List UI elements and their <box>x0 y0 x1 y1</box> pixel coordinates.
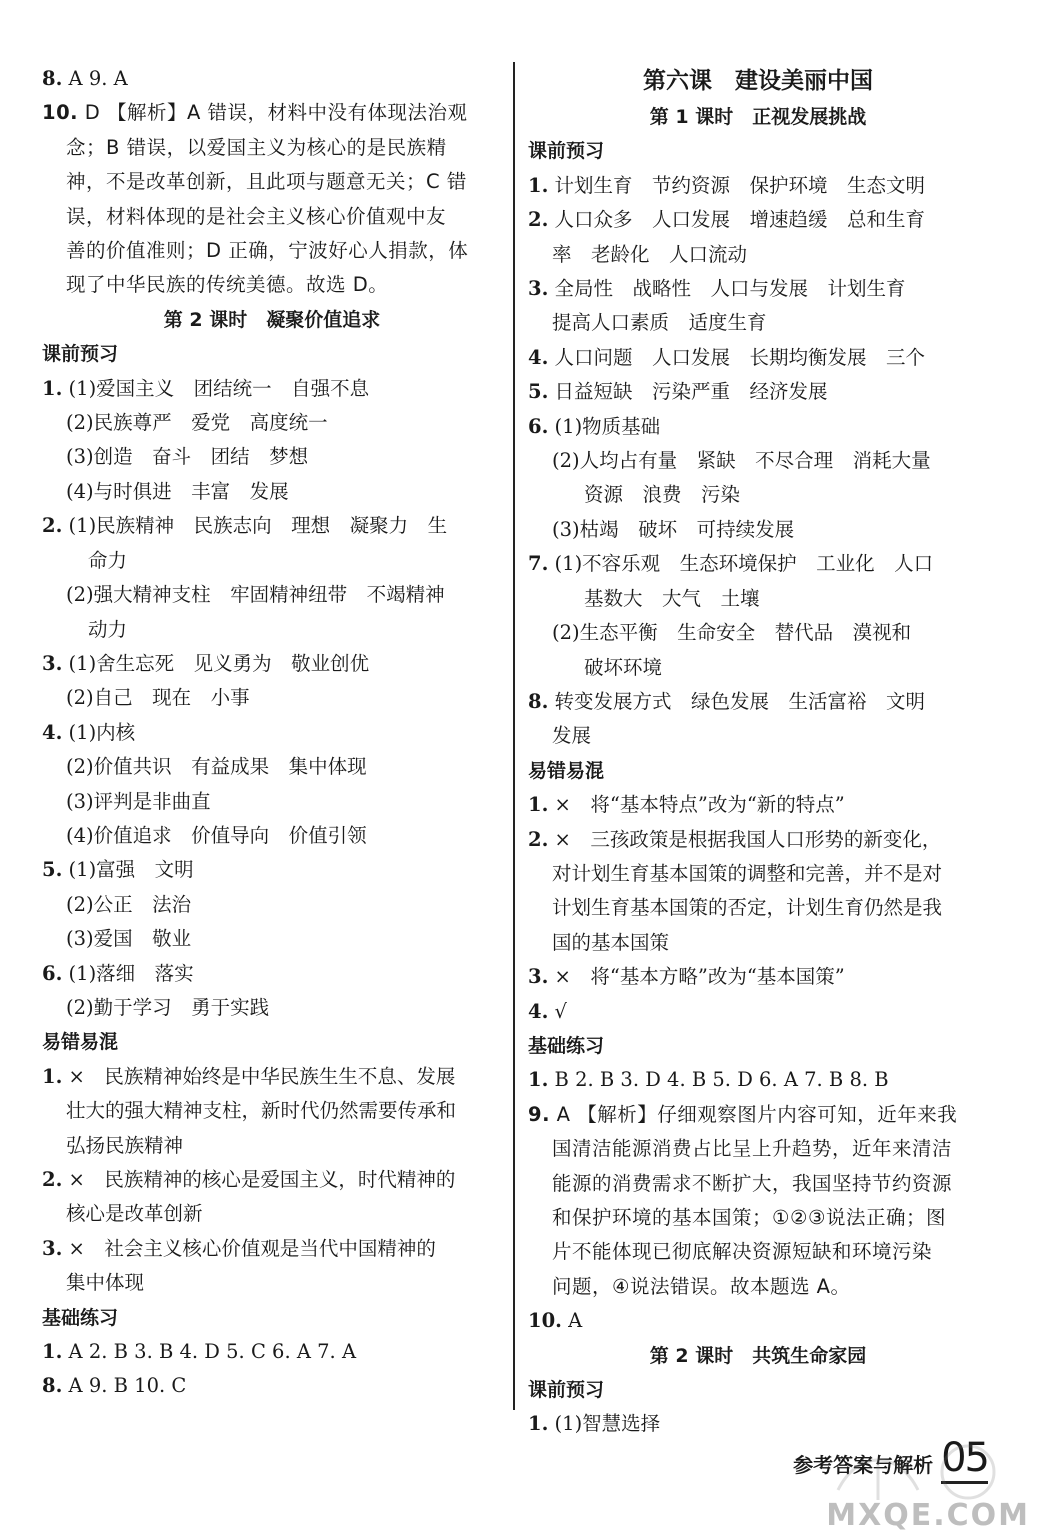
answer-line: 2. (1)民族精神 民族志向 理想 凝聚力 生 <box>42 514 448 538</box>
answer-line: (4)价值追求 价值导向 价值引领 <box>66 823 367 847</box>
watermark-text: MXQE.COM <box>826 1498 1030 1533</box>
answer-line: 壮大的强大精神支柱，新时代仍然需要传承和 <box>66 1099 457 1123</box>
column-divider <box>513 62 515 1410</box>
question-number: 8. <box>528 689 549 713</box>
question-number: 5. <box>528 380 549 404</box>
answer-line: 国的基本国策 <box>552 930 670 954</box>
section-heading: 课前预习 <box>528 140 605 163</box>
question-number: 1. <box>42 376 63 400</box>
analysis-line: 10. D 【解析】A 错误，材料中没有体现法治观 <box>42 101 468 125</box>
answer-line: 10. A <box>528 1309 583 1333</box>
page-number: 05 <box>941 1435 988 1484</box>
answer-line: (2)自己 现在 小事 <box>66 686 250 710</box>
answer-line: 1. (1)智慧选择 <box>528 1412 661 1436</box>
answer-line: 2. 人口众多 人口发展 增速趋缓 总和生育 <box>528 208 926 232</box>
section-heading: 易错易混 <box>42 1031 119 1054</box>
answer-line: 3. 全局性 战略性 人口与发展 计划生育 <box>528 277 906 301</box>
answer-line: 4. 人口问题 人口发展 长期均衡发展 三个 <box>528 345 926 369</box>
answer-line: 基数大 大气 土壤 <box>584 586 760 610</box>
analysis-line: 问题，④说法错误。故本题选 A。 <box>552 1274 851 1298</box>
question-number: 8. <box>42 1374 63 1398</box>
section-heading: 基础练习 <box>528 1034 605 1057</box>
question-number: 6. <box>528 414 549 438</box>
question-number: 3. <box>42 651 63 675</box>
answer-line: 提高人口素质 适度生育 <box>552 311 767 335</box>
answer-line: 8. A 9. B 10. C <box>42 1374 187 1398</box>
analysis-line: 能源的消费需求不断扩大，我国坚持节约资源 <box>552 1171 953 1195</box>
answer-line: 3. × 社会主义核心价值观是当代中国精神的 <box>42 1236 436 1260</box>
answer-line: 6. (1)物质基础 <box>528 414 661 438</box>
answer-line: 1. B 2. B 3. D 4. B 5. D 6. A 7. B 8. B <box>528 1068 889 1092</box>
question-number: 3. <box>528 277 549 301</box>
answer-line: 1. × 民族精神始终是中华民族生生不息、发展 <box>42 1064 456 1088</box>
analysis-line: 善的价值准则；D 正确，宁波好心人捐款，体 <box>66 239 469 263</box>
answer-line: 动力 <box>88 617 128 641</box>
answer-line: 命力 <box>88 548 128 572</box>
answer-line: (2)公正 法治 <box>66 892 192 916</box>
answer-line: 资源 浪费 污染 <box>584 483 741 507</box>
answer-line: 弘扬民族精神 <box>66 1133 184 1157</box>
question-number: 2. <box>528 827 549 851</box>
section-heading: 课前预习 <box>528 1379 605 1402</box>
answer-line: 2. × 民族精神的核心是爱国主义，时代精神的 <box>42 1168 456 1191</box>
answer-line: 率 老龄化 人口流动 <box>552 242 748 266</box>
answer-line: 核心是改革创新 <box>66 1202 203 1226</box>
answer-line: 6. (1)落细 落实 <box>42 961 194 985</box>
answer-line: 1. 计划生育 节约资源 保护环境 生态文明 <box>528 173 926 197</box>
question-number: 1. <box>528 1412 549 1436</box>
section-heading: 课前预习 <box>42 343 119 366</box>
lesson-title: 第六课 建设美丽中国 <box>643 68 873 94</box>
answer-line: 破坏环境 <box>584 655 663 679</box>
answer-line: 8. A 9. A <box>42 67 128 90</box>
question-number: 3. <box>42 1236 63 1260</box>
question-number: 1. <box>42 1340 63 1364</box>
question-number: 4. <box>42 720 63 744</box>
answer-line: (2)人均占有量 紧缺 不尽合理 消耗大量 <box>552 449 931 473</box>
answer-line: 7. (1)不容乐观 生态环境保护 工业化 人口 <box>528 552 934 576</box>
answer-line: (2)勤于学习 勇于实践 <box>66 995 270 1019</box>
answer-line: 1. (1)爱国主义 团结统一 自强不息 <box>42 376 370 400</box>
answer-line: 2. × 三孩政策是根据我国人口形势的新变化， <box>528 827 942 851</box>
section-heading: 易错易混 <box>528 759 605 782</box>
analysis-line: 片不能体现已彻底解决资源短缺和环境污染 <box>552 1240 933 1264</box>
section-title: 第 1 课时 正视发展挑战 <box>649 106 867 128</box>
answer-line: (2)生态平衡 生命安全 替代品 漠视和 <box>552 621 912 645</box>
question-number: 6. <box>42 961 63 985</box>
answer-line: 集中体现 <box>66 1271 145 1295</box>
analysis-line: 念；B 错误，以爱国主义为核心的是民族精 <box>66 135 447 159</box>
question-number: 4. <box>528 345 549 369</box>
question-number: 2. <box>42 514 63 538</box>
answer-line: (3)创造 奋斗 团结 梦想 <box>66 445 309 469</box>
answer-line: 4. (1)内核 <box>42 720 136 744</box>
answer-line: 5. (1)富强 文明 <box>42 858 194 882</box>
analysis-line: 9. A 【解析】仔细观察图片内容可知，近年来我 <box>528 1102 958 1126</box>
question-number: 4. <box>528 999 549 1023</box>
question-number: 1. <box>42 1064 63 1088</box>
right-column <box>528 62 988 1442</box>
question-number: 2. <box>528 208 549 232</box>
question-number: 10. <box>42 101 79 125</box>
answer-line: 1. A 2. B 3. B 4. D 5. C 6. A 7. A <box>42 1340 357 1364</box>
analysis-line: 和保护环境的基本国策；①②③说法正确；图 <box>552 1206 946 1229</box>
question-number: 9. <box>528 1102 550 1126</box>
question-number: 8. <box>42 67 63 90</box>
answer-line: 对计划生育基本国策的调整和完善，并不是对 <box>552 861 943 885</box>
answer-line: 5. 日益短缺 污染严重 经济发展 <box>528 380 828 404</box>
answer-line: (3)评判是非曲直 <box>66 789 211 813</box>
question-number: 10. <box>528 1309 562 1333</box>
answer-line: (3)爱国 敬业 <box>66 927 192 951</box>
question-number: 7. <box>528 552 549 576</box>
question-number: 2. <box>42 1168 63 1191</box>
answer-line: 发展 <box>552 724 592 748</box>
answer-line: 1. × 将“基本特点”改为“新的特点” <box>528 793 845 817</box>
analysis-line: 现了中华民族的传统美德。故选 D。 <box>66 273 389 297</box>
answer-line: (2)民族尊严 爱党 高度统一 <box>66 411 328 435</box>
question-number: 1. <box>528 173 549 197</box>
answer-line: (2)强大精神支柱 牢固精神纽带 不竭精神 <box>66 583 445 607</box>
analysis-line: 国清洁能源消费占比呈上升趋势，近年来清洁 <box>552 1137 953 1161</box>
answer-line: 3. (1)舍生忘死 见义勇为 敬业创优 <box>42 651 370 675</box>
answer-line: 8. 转变发展方式 绿色发展 生活富裕 文明 <box>528 689 926 713</box>
question-number: 1. <box>528 1068 549 1092</box>
analysis-line: 误，材料体现的是社会主义核心价值观中友 <box>66 204 447 228</box>
answer-line: 计划生育基本国策的否定，计划生育仍然是我 <box>552 896 943 920</box>
question-number: 5. <box>42 858 63 882</box>
section-title: 第 2 课时 共筑生命家园 <box>649 1344 867 1367</box>
analysis-line: 神，不是改革创新，且此项与题意无关；C 错 <box>66 170 467 194</box>
answer-line: 4. √ <box>528 999 567 1023</box>
section-heading: 基础练习 <box>42 1306 119 1329</box>
answer-line: (3)枯竭 破坏 可持续发展 <box>552 517 795 541</box>
footer-label: 参考答案与解析 <box>793 1453 934 1477</box>
section-title: 第 2 课时 凝聚价值追求 <box>163 308 381 331</box>
left-column <box>42 62 502 1404</box>
question-number: 3. <box>528 965 549 989</box>
question-number: 1. <box>528 793 549 817</box>
answer-line: (2)价值共识 有益成果 集中体现 <box>66 755 367 779</box>
answer-line: 3. × 将“基本方略”改为“基本国策” <box>528 965 845 989</box>
answer-line: (4)与时俱进 丰富 发展 <box>66 479 289 503</box>
